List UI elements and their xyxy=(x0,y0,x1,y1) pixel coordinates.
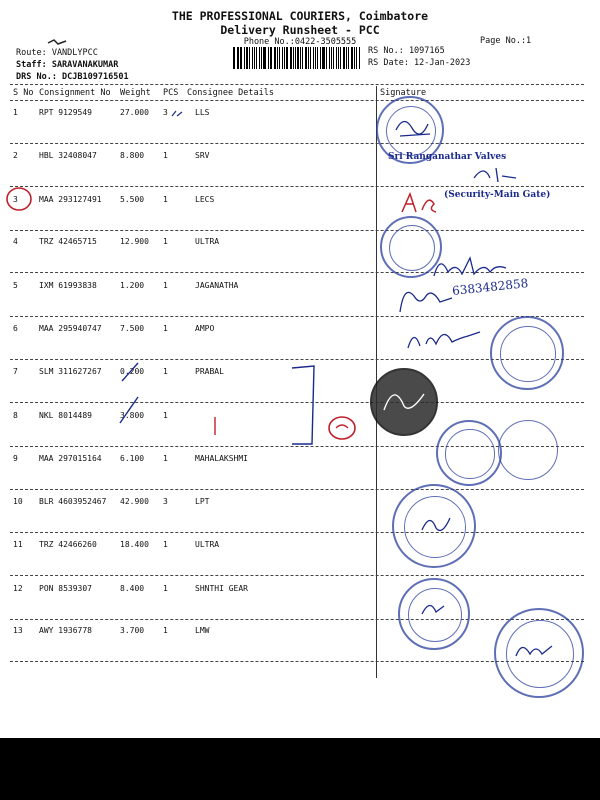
row-consignee: MAHALAKSHMI xyxy=(195,454,248,463)
row-consignment-no: IXM 61993838 xyxy=(39,281,97,290)
barcode-bar xyxy=(277,47,279,69)
barcode-bar xyxy=(238,47,239,69)
signature-gate-note: (Security-Main Gate) xyxy=(444,190,551,200)
row-weight: 0.200 xyxy=(120,367,145,376)
barcode-bar xyxy=(286,47,288,69)
signature-row13 xyxy=(512,636,556,662)
barcode-bar xyxy=(240,47,242,69)
row-pcs: 1 xyxy=(163,540,168,549)
signature-phone-number: 6383482858 xyxy=(451,276,529,298)
row-weight: 1.200 xyxy=(120,281,145,290)
barcode-bar xyxy=(346,47,347,69)
company-stamp xyxy=(490,316,564,390)
sheet-title: Delivery Runsheet - PCC xyxy=(220,23,380,37)
blue-tick-mark-icon xyxy=(120,361,140,383)
barcode-bar xyxy=(336,47,338,69)
staff-label: Staff: SARAVANAKUMAR xyxy=(16,60,119,70)
row-weight: 5.500 xyxy=(120,195,145,204)
barcode-bar xyxy=(290,47,292,69)
row-consignee: ULTRA xyxy=(195,540,220,549)
bracket-mark-icon xyxy=(290,364,320,448)
barcode-bar xyxy=(244,47,245,69)
table-row xyxy=(0,497,380,511)
row-consignee: ULTRA xyxy=(195,237,220,246)
red-pen-mark-icon xyxy=(210,415,220,437)
row-consignee: LPT xyxy=(195,497,210,506)
row-pcs: 3 xyxy=(163,108,168,117)
row-pcs: 1 xyxy=(163,584,168,593)
row-consignee: PRABAL xyxy=(195,367,224,376)
barcode-bar xyxy=(300,47,301,69)
row-separator xyxy=(10,619,584,620)
row-consignee: LMW xyxy=(195,626,210,635)
table-row xyxy=(0,540,380,554)
barcode-bar xyxy=(256,47,257,69)
row-weight: 18.400 xyxy=(120,540,149,549)
barcode-bar xyxy=(326,47,327,69)
row-weight: 3.700 xyxy=(120,626,145,635)
barcode-bar xyxy=(310,47,312,69)
company-stamp xyxy=(436,420,502,486)
barcode-bar xyxy=(249,47,250,69)
barcode-bar xyxy=(302,47,303,69)
row-separator xyxy=(10,489,584,490)
barcode-bar xyxy=(268,47,269,69)
signature-row6 xyxy=(404,318,484,358)
row-consignee: LECS xyxy=(195,195,215,204)
row-sno: 10 xyxy=(13,497,23,506)
route-label: Route: VANDLYPCC xyxy=(16,48,98,58)
red-circle-mark-icon xyxy=(326,414,360,442)
row-sno: 2 xyxy=(13,151,18,160)
row-pcs: 1 xyxy=(163,411,168,420)
row-sno: 12 xyxy=(13,584,23,593)
barcode-bar xyxy=(329,47,331,69)
barcode-bar xyxy=(293,47,294,69)
row-consignee: LLS xyxy=(195,108,210,117)
barcode-bar xyxy=(274,47,276,69)
phone-number: Phone No.:0422-3505555 xyxy=(243,37,357,47)
barcode-bar xyxy=(315,47,316,69)
table-top-rule xyxy=(10,84,584,85)
row-consignment-no: TRZ 42466260 xyxy=(39,540,97,549)
signature-row5 xyxy=(396,278,456,318)
barcode-bar xyxy=(233,47,235,69)
table-row xyxy=(0,195,380,209)
row-separator xyxy=(10,316,584,317)
row-consignment-no: MAA 297015164 xyxy=(39,454,102,463)
blue-tick-mark-icon xyxy=(118,395,140,425)
row-sno: 4 xyxy=(13,237,18,246)
barcode-bar xyxy=(259,47,260,69)
row-weight: 8.800 xyxy=(120,151,145,160)
row-sno: 9 xyxy=(13,454,18,463)
pen-mark-icon xyxy=(46,37,70,47)
signature-row1 xyxy=(392,110,436,140)
barcode-bar xyxy=(261,47,263,69)
barcode-image xyxy=(233,47,361,69)
signature-company-name: Sri Ranganathar Valves xyxy=(388,152,507,162)
row-consignment-no: SLM 311627267 xyxy=(39,367,102,376)
barcode-bar xyxy=(313,47,314,69)
row-pcs: 1 xyxy=(163,324,168,333)
barcode-bar xyxy=(356,47,357,69)
row-consignee: SHNTHI GEAR xyxy=(195,584,248,593)
row-separator xyxy=(10,186,584,187)
barcode-bar xyxy=(354,47,356,69)
row-sno: 3 xyxy=(13,195,18,204)
barcode-bar xyxy=(317,47,318,69)
signature-row2 xyxy=(470,162,520,186)
row-consignment-no: BLR 4603952467 xyxy=(39,497,107,506)
col-sno: S No xyxy=(13,88,34,98)
row-separator xyxy=(10,143,584,144)
row-pcs: 1 xyxy=(163,237,168,246)
barcode-bar xyxy=(237,47,238,69)
row-pcs: 3 xyxy=(163,497,168,506)
row-weight: 6.100 xyxy=(120,454,145,463)
signature-row7 xyxy=(380,380,428,420)
row-consignment-no: MAA 295940747 xyxy=(39,324,102,333)
barcode-bar xyxy=(270,47,271,69)
company-stamp xyxy=(498,420,558,480)
row-consignment-no: AWY 1936778 xyxy=(39,626,92,635)
barcode-bar xyxy=(322,47,324,69)
row-pcs: 1 xyxy=(163,367,168,376)
row-weight: 42.900 xyxy=(120,497,149,506)
row-consignment-no: NKL 8014489 xyxy=(39,411,92,420)
row-pcs: 1 xyxy=(163,454,168,463)
barcode-bar xyxy=(263,47,265,69)
row-consignment-no: TRZ 42465715 xyxy=(39,237,97,246)
row-sno: 11 xyxy=(13,540,23,549)
barcode-bar xyxy=(297,47,299,69)
table-row xyxy=(0,324,380,338)
table-row xyxy=(0,454,380,468)
barcode-bar xyxy=(348,47,349,69)
row-consignment-no: PON 8539307 xyxy=(39,584,92,593)
row-separator xyxy=(10,575,584,576)
row-sno: 6 xyxy=(13,324,18,333)
barcode-bar xyxy=(252,47,253,69)
table-row xyxy=(0,151,380,165)
col-consignment: Consignment No xyxy=(39,88,111,98)
table-row xyxy=(0,237,380,251)
row-consignment-no: HBL 32408047 xyxy=(39,151,97,160)
barcode-bar xyxy=(340,47,341,69)
barcode-bar xyxy=(295,47,296,69)
row-consignee: AMPO xyxy=(195,324,215,333)
red-signature-row3 xyxy=(398,190,442,216)
row-separator xyxy=(10,532,584,533)
row-pcs: 1 xyxy=(163,626,168,635)
barcode-bar xyxy=(308,47,309,69)
col-signature: Signature xyxy=(380,88,427,98)
pen-mark-icon xyxy=(170,108,184,120)
barcode-bar xyxy=(279,47,280,69)
row-pcs: 1 xyxy=(163,195,168,204)
table-row xyxy=(0,626,380,640)
signature-row12 xyxy=(418,596,448,622)
row-weight: 8.400 xyxy=(120,584,145,593)
col-consignee: Consignee Details xyxy=(187,88,274,98)
page-number: Page No.:1 xyxy=(480,36,532,46)
barcode-bar xyxy=(305,47,307,69)
row-sno: 5 xyxy=(13,281,18,290)
signature-row10 xyxy=(418,510,454,536)
row-sno: 8 xyxy=(13,411,18,420)
barcode-bar xyxy=(331,47,332,69)
barcode-bar xyxy=(282,47,283,69)
row-consignee: SRV xyxy=(195,151,210,160)
row-sno: 13 xyxy=(13,626,23,635)
company-name: THE PROFESSIONAL COURIERS, Coimbatore xyxy=(171,9,429,23)
barcode-bar xyxy=(359,47,360,69)
table-row xyxy=(0,584,380,598)
barcode-bar xyxy=(351,47,353,69)
row-weight: 27.000 xyxy=(120,108,149,117)
barcode-bar xyxy=(338,47,339,69)
barcode-bar xyxy=(254,47,256,69)
row-sno: 7 xyxy=(13,367,18,376)
table-row xyxy=(0,411,380,425)
rs-date: RS Date: 12-Jan-2023 xyxy=(368,58,471,68)
scan-black-margin xyxy=(0,738,600,800)
row-weight: 7.500 xyxy=(120,324,145,333)
barcode-bar xyxy=(343,47,345,69)
col-weight: Weight xyxy=(120,88,151,98)
row-consignee: JAGANATHA xyxy=(195,281,239,290)
barcode-bar xyxy=(284,47,285,69)
barcode-bar xyxy=(333,47,334,69)
row-sno: 1 xyxy=(13,108,18,117)
red-circle-mark-icon xyxy=(4,184,34,214)
table-row xyxy=(0,281,380,295)
rs-number: RS No.: 1097165 xyxy=(368,46,445,56)
row-weight: 3.800 xyxy=(120,411,145,420)
row-weight: 12.900 xyxy=(120,237,149,246)
row-separator xyxy=(10,230,584,231)
table-row xyxy=(0,367,380,381)
barcode-bar xyxy=(246,47,248,69)
barcode-bar xyxy=(271,47,272,69)
row-consignment-no: MAA 293127491 xyxy=(39,195,102,204)
barcode-bar xyxy=(320,47,322,69)
table-row xyxy=(0,108,380,122)
row-consignment-no: RPT 9129549 xyxy=(39,108,92,117)
row-pcs: 1 xyxy=(163,151,168,160)
drs-number: DRS No.: DCJB109716501 xyxy=(16,72,129,82)
header-rule xyxy=(10,100,584,101)
col-pcs: PCS xyxy=(163,88,179,98)
row-pcs: 1 xyxy=(163,281,168,290)
